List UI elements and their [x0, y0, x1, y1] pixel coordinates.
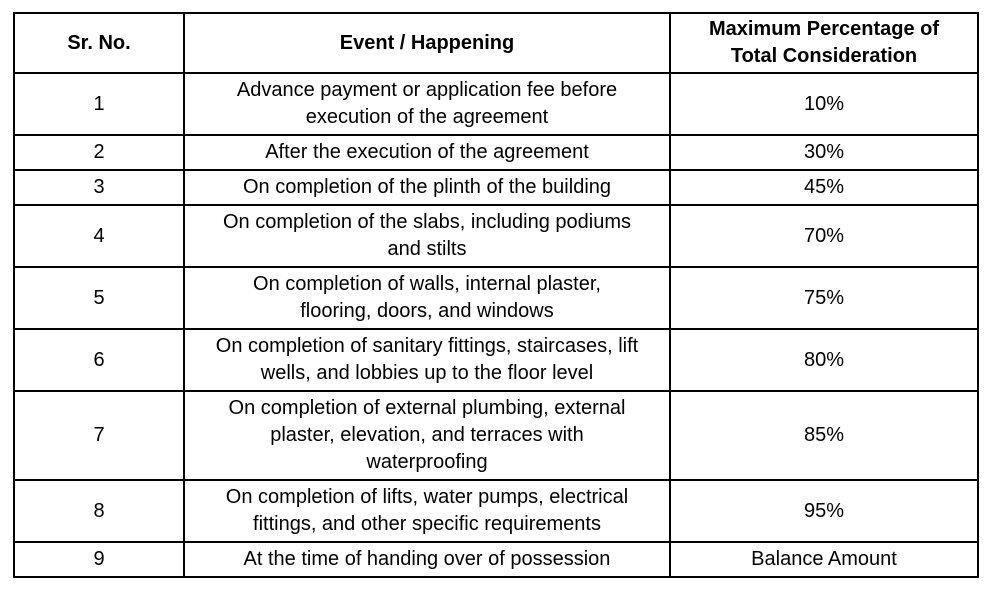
event-line: Advance payment or application fee before [236, 79, 618, 101]
event-line: On completion of the plinth of the building [242, 176, 612, 198]
event-line: On completion of walls, internal plaster, [253, 273, 601, 295]
sr-no-cell: 6 [14, 329, 184, 391]
event-line: After the execution of the agreement [265, 141, 589, 163]
sr-no-cell: 8 [14, 480, 184, 542]
percentage-cell: 45% [670, 170, 978, 205]
table-row [14, 135, 978, 170]
payment-schedule-table-wrapper [13, 12, 979, 578]
event-line: On completion of external plumbing, external [228, 397, 626, 419]
event-cell [184, 391, 670, 480]
sr-no-cell: 4 [14, 205, 184, 267]
event-cell [184, 205, 670, 267]
table-row [14, 542, 978, 577]
table-row [14, 170, 978, 205]
event-line: fittings, and other specific requirements [253, 513, 601, 535]
table-row [14, 391, 978, 480]
percentage-cell: 70% [670, 205, 978, 267]
event-line: At the time of handing over of possession [243, 548, 611, 570]
event-line: plaster, elevation, and terraces with [270, 424, 584, 446]
sr-no-cell: 2 [14, 135, 184, 170]
table-row [14, 205, 978, 267]
sr-no-cell: 7 [14, 391, 184, 480]
event-cell [184, 329, 670, 391]
sr-no-cell: 9 [14, 542, 184, 577]
event-cell [184, 170, 670, 205]
percentage-cell: 80% [670, 329, 978, 391]
event-cell [184, 542, 670, 577]
event-cell [184, 73, 670, 135]
event-cell [184, 135, 670, 170]
percentage-cell: 30% [670, 135, 978, 170]
sr-no-cell: 3 [14, 170, 184, 205]
percentage-cell: 10% [670, 73, 978, 135]
percentage-cell: Balance Amount [670, 542, 978, 577]
header-max-percentage [670, 13, 978, 73]
header-event: Event / Happening [184, 13, 670, 73]
event-cell [184, 480, 670, 542]
table-row [14, 480, 978, 542]
percentage-cell: 85% [670, 391, 978, 480]
header-max-percentage-line2: Total Consideration [730, 45, 918, 67]
event-cell [184, 267, 670, 329]
header-sr-no: Sr. No. [14, 13, 184, 73]
sr-no-cell: 5 [14, 267, 184, 329]
event-line: On completion of lifts, water pumps, electrical [225, 486, 629, 508]
event-line: On completion of the slabs, including podiums [222, 211, 631, 233]
event-line: flooring, doors, and windows [300, 300, 554, 322]
table-row [14, 73, 978, 135]
event-line: and stilts [387, 238, 467, 260]
event-line: On completion of sanitary fittings, staircases, lift [215, 335, 639, 357]
table-header-row [14, 13, 978, 73]
percentage-cell: 95% [670, 480, 978, 542]
percentage-cell: 75% [670, 267, 978, 329]
header-max-percentage-line1: Maximum Percentage of [708, 18, 940, 40]
sr-no-cell: 1 [14, 73, 184, 135]
event-line: waterproofing [366, 451, 488, 473]
event-line: execution of the agreement [305, 106, 549, 128]
event-line: wells, and lobbies up to the floor level [260, 362, 594, 384]
table-row [14, 329, 978, 391]
payment-schedule-table [13, 12, 979, 578]
table-row [14, 267, 978, 329]
